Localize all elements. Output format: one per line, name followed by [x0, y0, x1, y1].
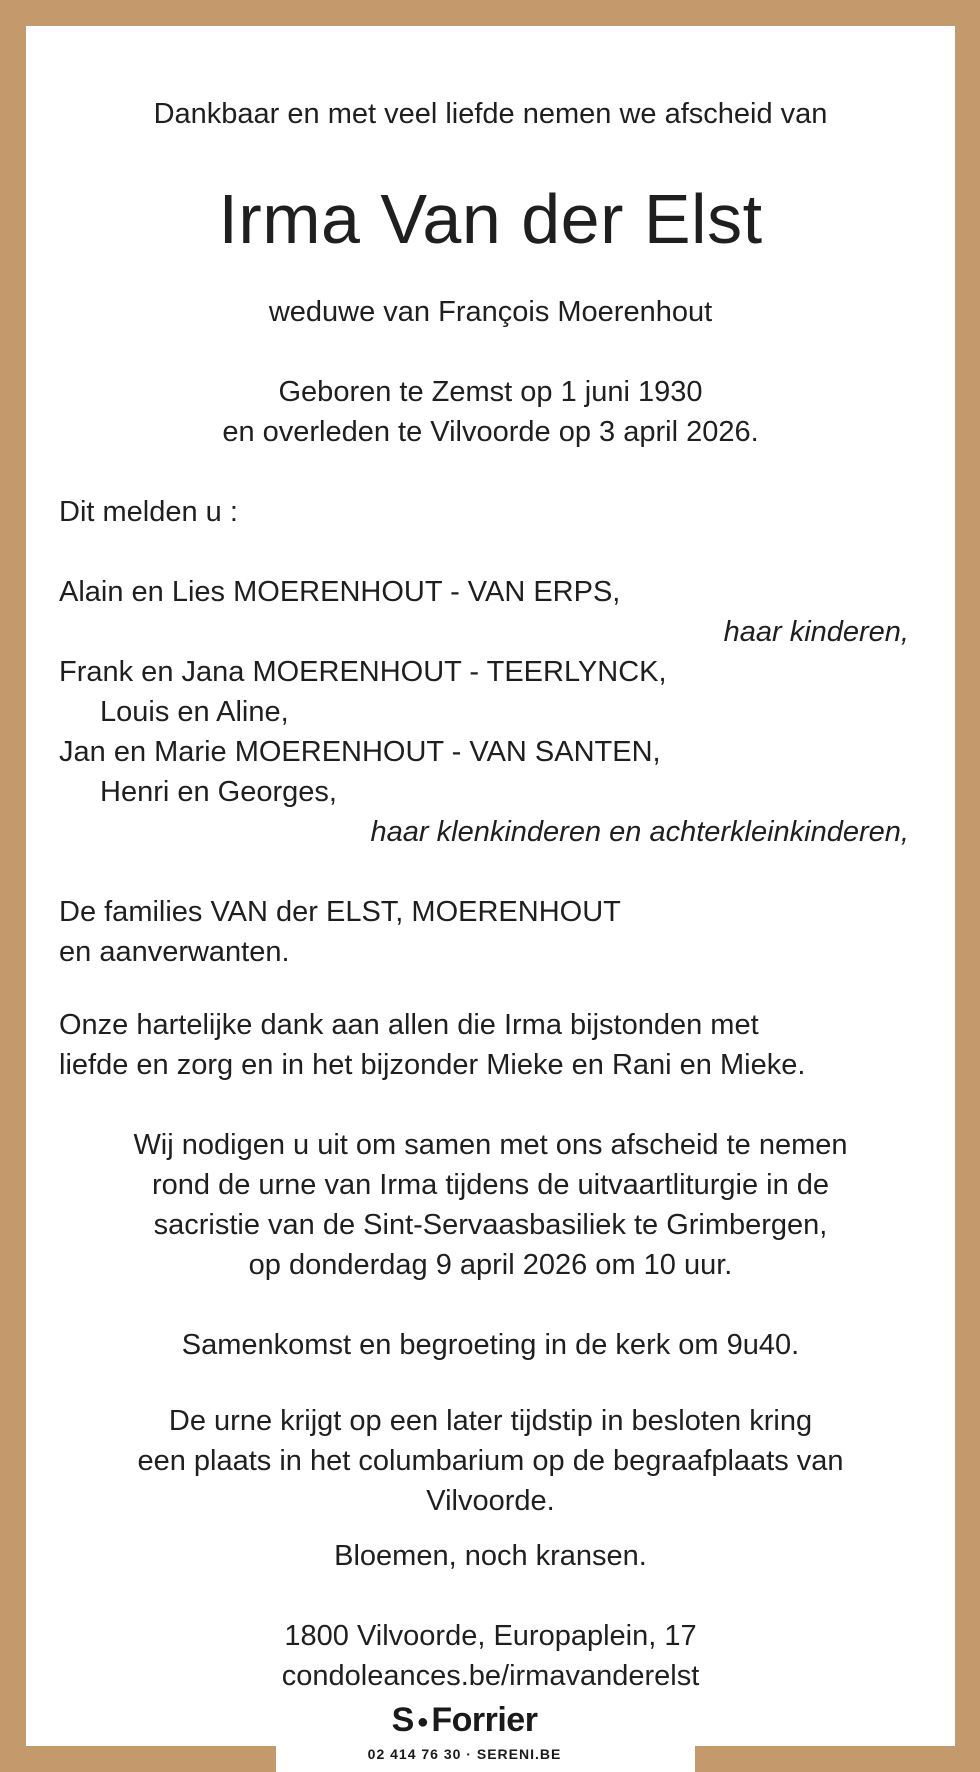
- logo-dot-icon: ●: [416, 1711, 429, 1734]
- children-label: haar kinderen,: [723, 616, 909, 648]
- urn-line-2: een plaats in het columbarium op de begraafplaats van: [137, 1445, 844, 1477]
- intro-text: Dankbaar en met veel liefde nemen we afscheid van: [153, 98, 828, 130]
- flowers-text: Bloemen, noch kransen.: [334, 1540, 647, 1572]
- address-line: 1800 Vilvoorde, Europaplein, 17: [284, 1620, 697, 1652]
- thanks-line-1: Onze hartelijke dank aan allen die Irma bijstonden met: [59, 1009, 759, 1041]
- grandchildren-label: haar klenkinderen en achterkleinkinderen,: [370, 816, 909, 848]
- gathering-text: Samenkomst en begroeting in de kerk om 9u40.: [181, 1329, 800, 1361]
- grandchildren-2: Louis en Aline,: [100, 696, 289, 728]
- family-child-1: Alain en Lies MOERENHOUT - VAN ERPS,: [59, 576, 621, 608]
- grandchildren-3: Henri en Georges,: [100, 776, 337, 808]
- ceremony-line-4: op donderdag 9 april 2026 om 10 uur.: [248, 1249, 733, 1281]
- ceremony-line-3: sacristie van de Sint-Servaasbasiliek te Grimbergen,: [153, 1209, 828, 1241]
- death-text: en overleden te Vilvoorde op 3 april 2026.: [222, 416, 759, 448]
- announce-text: Dit melden u :: [59, 496, 238, 528]
- urn-line-3: Vilvoorde.: [426, 1485, 555, 1517]
- logo-letter: S: [391, 1701, 414, 1739]
- families-line-1: De families VAN der ELST, MOERENHOUT: [59, 896, 621, 928]
- deceased-name: Irma Van der Elst: [218, 180, 763, 258]
- logo-name: Forrier: [431, 1701, 538, 1739]
- funeral-home-contact: 02 414 76 30 · SERENI.BE: [367, 1746, 562, 1762]
- family-child-2: Frank en Jana MOERENHOUT - TEERLYNCK,: [59, 656, 667, 688]
- widow-of-text: weduwe van François Moerenhout: [268, 296, 713, 328]
- condolences-link[interactable]: condoleances.be/irmavanderelst: [281, 1660, 700, 1692]
- families-line-2: en aanverwanten.: [59, 936, 290, 968]
- funeral-home-logo: [0, 1700, 929, 1742]
- birth-text: Geboren te Zemst op 1 juni 1930: [278, 376, 703, 408]
- urn-line-1: De urne krijgt op een later tijdstip in besloten kring: [168, 1405, 813, 1437]
- ceremony-line-2: rond de urne van Irma tijdens de uitvaartliturgie in de: [151, 1169, 830, 1201]
- family-child-3: Jan en Marie MOERENHOUT - VAN SANTEN,: [59, 736, 661, 768]
- obituary-card: [26, 26, 955, 1772]
- thanks-line-2: liefde en zorg en in het bijzonder Mieke en Rani en Mieke.: [59, 1049, 806, 1081]
- ceremony-line-1: Wij nodigen u uit om samen met ons afscheid te nemen: [133, 1129, 848, 1161]
